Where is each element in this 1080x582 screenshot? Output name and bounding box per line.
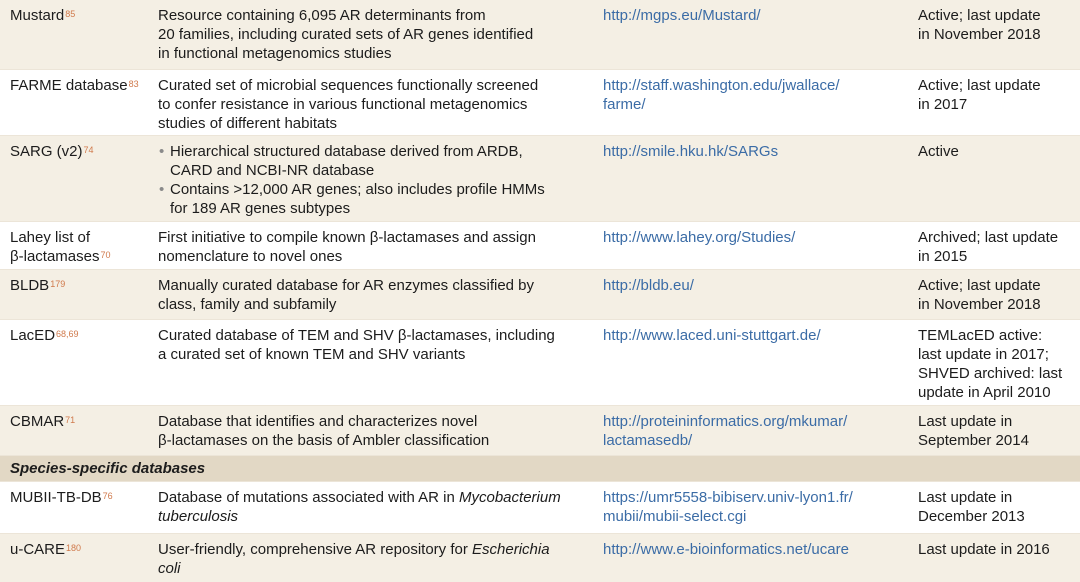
database-name-line bbox=[10, 142, 150, 161]
status-line: in November 2018 bbox=[918, 26, 1041, 43]
reference-superscript: 70 bbox=[100, 250, 111, 260]
database-name: BLDB bbox=[10, 277, 50, 294]
url-line[interactable]: http://smile.hku.hk/SARGs bbox=[603, 143, 779, 160]
url-line[interactable]: http://www.e-bioinformatics.net/ucare bbox=[603, 541, 849, 558]
reference-superscript: 71 bbox=[65, 415, 76, 425]
status-line: Active; last update bbox=[918, 77, 1041, 94]
status-line: Last update in bbox=[918, 413, 1013, 430]
url-line[interactable]: mubii/mubii-select.cgi bbox=[603, 508, 747, 525]
species-name: tuberculosis bbox=[158, 508, 239, 525]
database-name-cell bbox=[10, 0, 150, 25]
url-link[interactable] bbox=[603, 488, 908, 526]
database-name: FARME database bbox=[10, 77, 128, 94]
description-line bbox=[158, 114, 596, 133]
url-cell bbox=[603, 270, 908, 295]
status-line: last update in 2017; bbox=[918, 346, 1049, 363]
description-text: First initiative to compile known β-lactamases and assign bbox=[158, 229, 536, 246]
database-name-cell bbox=[10, 320, 150, 345]
url-line[interactable]: lactamasedb/ bbox=[603, 432, 693, 449]
description-line bbox=[158, 6, 596, 25]
database-name-cell bbox=[10, 482, 150, 507]
description-text: Curated set of microbial sequences functionally screened bbox=[158, 77, 539, 94]
database-name: Lahey list of bbox=[10, 229, 91, 246]
reference-superscript: 74 bbox=[83, 145, 94, 155]
reference-superscript: 85 bbox=[65, 9, 76, 19]
url-line[interactable]: http://staff.washington.edu/jwallace/ bbox=[603, 77, 840, 94]
description-cell bbox=[158, 482, 596, 526]
status-line: TEMLacED active: bbox=[918, 327, 1043, 344]
table-row bbox=[0, 0, 1080, 70]
reference-superscript: 68,69 bbox=[56, 329, 79, 339]
status-line: Active; last update bbox=[918, 7, 1041, 24]
description-line bbox=[158, 44, 596, 63]
description-line bbox=[158, 247, 596, 266]
url-cell bbox=[603, 136, 908, 161]
database-name: MUBII-TB-DB bbox=[10, 489, 102, 506]
description-text: to confer resistance in various functional metagenomics bbox=[158, 96, 528, 113]
url-cell bbox=[603, 70, 908, 114]
database-name-line bbox=[10, 488, 150, 507]
description-line bbox=[158, 507, 596, 526]
description-line bbox=[158, 95, 596, 114]
reference-superscript: 179 bbox=[50, 279, 66, 289]
description-text: Curated database of TEM and SHV β-lactamases, including bbox=[158, 327, 555, 344]
database-name-cell bbox=[10, 222, 150, 266]
section-title: Species-specific databases bbox=[10, 460, 206, 477]
url-line[interactable]: http://mgps.eu/Mustard/ bbox=[603, 7, 761, 24]
status-line: Last update in bbox=[918, 489, 1013, 506]
description-text: Resource containing 6,095 AR determinants from bbox=[158, 7, 486, 24]
status-line: in 2017 bbox=[918, 96, 968, 113]
description-text: CARD and NCBI-NR database bbox=[170, 162, 375, 179]
table-row bbox=[0, 534, 1080, 582]
table-row bbox=[0, 70, 1080, 136]
database-name-cell bbox=[10, 534, 150, 559]
bullet-item-line bbox=[158, 142, 596, 161]
description-text: Hierarchical structured database derived from ARDB, bbox=[170, 143, 523, 160]
url-cell bbox=[603, 0, 908, 25]
table-row bbox=[0, 136, 1080, 222]
database-name-line bbox=[10, 540, 150, 559]
database-name-line bbox=[10, 326, 150, 345]
url-line[interactable]: https://umr5558-bibiserv.univ-lyon1.fr/ bbox=[603, 489, 853, 506]
url-link[interactable] bbox=[603, 326, 908, 345]
database-name-cell bbox=[10, 136, 150, 161]
table-row bbox=[0, 222, 1080, 270]
description-text: Manually curated database for AR enzymes classified by bbox=[158, 277, 535, 294]
status-cell bbox=[918, 70, 1076, 114]
url-cell bbox=[603, 222, 908, 247]
url-link[interactable] bbox=[603, 142, 908, 161]
description-line bbox=[158, 488, 596, 507]
url-line[interactable]: http://proteininformatics.org/mkumar/ bbox=[603, 413, 848, 430]
description-cell bbox=[158, 320, 596, 364]
database-name: CBMAR bbox=[10, 413, 65, 430]
description-text: User-friendly, comprehensive AR repository for bbox=[158, 541, 473, 558]
url-cell bbox=[603, 406, 908, 450]
url-link[interactable] bbox=[603, 228, 908, 247]
description-cell bbox=[158, 406, 596, 450]
section-header-row bbox=[0, 456, 1080, 482]
status-line: December 2013 bbox=[918, 508, 1025, 525]
database-name: Mustard bbox=[10, 7, 65, 24]
description-cell bbox=[158, 222, 596, 266]
url-cell bbox=[603, 534, 908, 559]
status-cell bbox=[918, 406, 1076, 450]
status-cell bbox=[918, 534, 1076, 559]
status-cell bbox=[918, 0, 1076, 44]
description-line bbox=[158, 228, 596, 247]
description-text: for 189 AR genes subtypes bbox=[170, 200, 351, 217]
reference-superscript: 180 bbox=[66, 543, 82, 553]
reference-superscript: 83 bbox=[128, 79, 139, 89]
status-line: update in April 2010 bbox=[918, 384, 1051, 401]
database-name-line bbox=[10, 6, 150, 25]
description-text: class, family and subfamily bbox=[158, 296, 337, 313]
url-line[interactable]: farme/ bbox=[603, 96, 646, 113]
database-name-cell bbox=[10, 406, 150, 431]
url-link[interactable] bbox=[603, 540, 908, 559]
reference-superscript: 76 bbox=[102, 491, 113, 501]
description-line bbox=[158, 25, 596, 44]
status-line: SHVED archived: last bbox=[918, 365, 1063, 382]
url-line[interactable]: http://bldb.eu/ bbox=[603, 277, 694, 294]
url-line[interactable]: http://www.lahey.org/Studies/ bbox=[603, 229, 796, 246]
status-line: in 2015 bbox=[918, 248, 968, 265]
description-cell bbox=[158, 0, 596, 63]
database-name-cell bbox=[10, 70, 150, 95]
description-text: studies of different habitats bbox=[158, 115, 338, 132]
species-name: coli bbox=[158, 560, 181, 577]
status-cell bbox=[918, 136, 1076, 161]
status-cell bbox=[918, 270, 1076, 314]
url-line[interactable]: http://www.laced.uni-stuttgart.de/ bbox=[603, 327, 821, 344]
database-name-line bbox=[10, 76, 150, 95]
species-name: Mycobacterium bbox=[459, 489, 561, 506]
database-name: β-lactamases bbox=[10, 248, 100, 265]
status-cell bbox=[918, 320, 1076, 402]
table-row bbox=[0, 270, 1080, 320]
url-cell bbox=[603, 482, 908, 526]
description-line bbox=[158, 559, 596, 578]
description-text: nomenclature to novel ones bbox=[158, 248, 343, 265]
description-cell bbox=[158, 270, 596, 314]
url-cell bbox=[603, 320, 908, 345]
description-text: a curated set of known TEM and SHV variants bbox=[158, 346, 466, 363]
description-line bbox=[158, 295, 596, 314]
description-line bbox=[158, 76, 596, 95]
description-line bbox=[158, 326, 596, 345]
database-name-cell bbox=[10, 270, 150, 295]
bullet-continuation-line bbox=[158, 199, 596, 218]
database-name-line bbox=[10, 247, 150, 266]
table-row bbox=[0, 320, 1080, 406]
url-link[interactable] bbox=[603, 276, 908, 295]
description-cell bbox=[158, 136, 596, 218]
database-name: u-CARE bbox=[10, 541, 66, 558]
database-name: LacED bbox=[10, 327, 56, 344]
url-link[interactable] bbox=[603, 412, 908, 450]
status-cell bbox=[918, 222, 1076, 266]
description-line bbox=[158, 345, 596, 364]
database-name-line bbox=[10, 412, 150, 431]
table-row bbox=[0, 482, 1080, 534]
description-text: β-lactamases on the basis of Ambler classification bbox=[158, 432, 490, 449]
table-row bbox=[0, 406, 1080, 456]
status-line: Last update in 2016 bbox=[918, 541, 1050, 558]
description-line bbox=[158, 412, 596, 431]
status-line: Active; last update bbox=[918, 277, 1041, 294]
description-line bbox=[158, 276, 596, 295]
url-link[interactable] bbox=[603, 6, 908, 25]
description-text: Contains >12,000 AR genes; also includes profile HMMs bbox=[170, 181, 545, 198]
status-line: Archived; last update bbox=[918, 229, 1059, 246]
database-name-line bbox=[10, 228, 150, 247]
species-name: Escherichia bbox=[472, 541, 550, 558]
description-line bbox=[158, 431, 596, 450]
status-line: Active bbox=[918, 143, 959, 160]
status-line: in November 2018 bbox=[918, 296, 1041, 313]
description-text: Database that identifies and characterizes novel bbox=[158, 413, 478, 430]
url-link[interactable] bbox=[603, 76, 908, 114]
description-text: 20 families, including curated sets of AR genes identified bbox=[158, 26, 534, 43]
bullet-continuation-line bbox=[158, 161, 596, 180]
description-text: in functional metagenomics studies bbox=[158, 45, 392, 62]
status-cell bbox=[918, 482, 1076, 526]
description-line bbox=[158, 540, 596, 559]
bullet-item-line bbox=[158, 180, 596, 199]
description-cell bbox=[158, 534, 596, 578]
description-cell bbox=[158, 70, 596, 133]
description-text: Database of mutations associated with AR in bbox=[158, 489, 459, 506]
database-name-line bbox=[10, 276, 150, 295]
status-line: September 2014 bbox=[918, 432, 1029, 449]
database-name: SARG (v2) bbox=[10, 143, 83, 160]
